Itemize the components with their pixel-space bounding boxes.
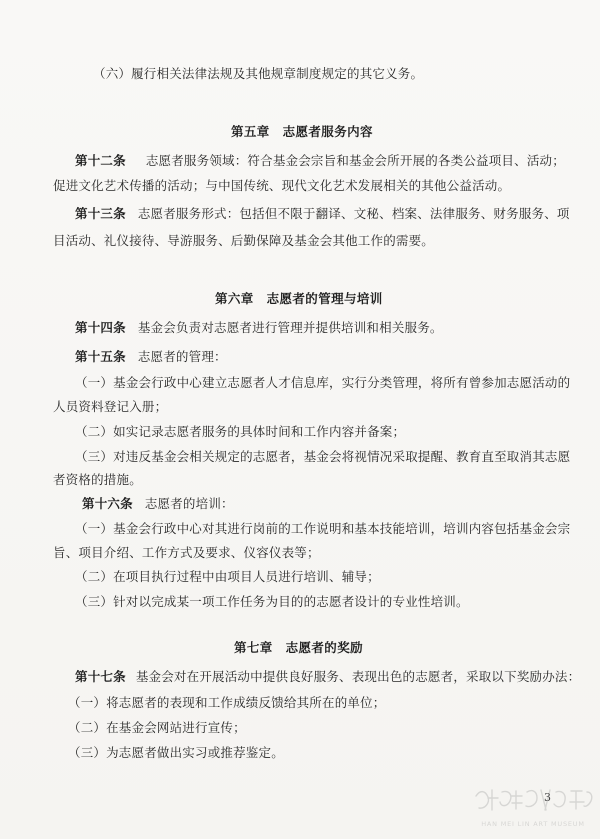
- article-13-line-1: [75, 206, 570, 222]
- article-15-item-1-line-2: 人员资料登记入册；: [53, 399, 168, 414]
- article-13-text-1: 志愿者服务形式：包括但不限于翻译、文秘、档案、法律服务、财务服务、项: [137, 206, 570, 221]
- chapter-6-heading: 第六章 志愿者的管理与培训: [215, 291, 383, 306]
- article-16-label: 第十六条: [82, 496, 133, 511]
- article-12-line-1: [75, 153, 565, 169]
- chapter-7-heading: 第七章 志愿者的奖励: [234, 640, 364, 655]
- article-17-item-1: （一）将志愿者的表现和工作成绩反馈给其所在的单位；: [68, 695, 386, 710]
- article-14-label: 第十四条: [75, 320, 126, 335]
- article-14-line: [75, 320, 443, 336]
- article-16-item-3: （三）针对以完成某一项工作任务为目的的志愿者设计的专业性培训。: [75, 594, 469, 609]
- article-16-line: [82, 496, 234, 512]
- article-15-item-2: （二）如实记录志愿者服务的具体时间和工作内容并备案；: [75, 424, 406, 439]
- article-17-text: 基金会对在开展活动中提供良好服务、表现出色的志愿者，采取以下奖励办法：: [135, 669, 581, 684]
- article-15-item-3-line-1: （三）对违反基金会相关规定的志愿者，基金会将视情况采取提醒、教育直至取消其志愿: [75, 449, 571, 464]
- article-13-label: 第十三条: [75, 206, 126, 221]
- article-15-label: 第十五条: [75, 349, 126, 364]
- article-12-line-2: 促进文化艺术传播的活动；与中国传统、现代文化艺术发展相关的其他公益活动。: [53, 178, 511, 193]
- article-17-item-3: （三）为志愿者做出实习或推荐鉴定。: [68, 745, 284, 760]
- article-12-text-1: 志愿者服务领域：符合基金会宗旨和基金会所开展的各类公益项目、活动；: [145, 153, 565, 168]
- museum-watermark: [470, 780, 596, 832]
- chapter-5-heading: 第五章 志愿者服务内容: [231, 124, 373, 139]
- article-17-item-2: （二）在基金会网站进行宣传；: [68, 720, 246, 735]
- article-15-text: 志愿者的管理：: [137, 349, 227, 364]
- article-13-line-2: 目活动、礼仪接待、导游服务、后勤保障及基金会其他工作的需要。: [53, 233, 435, 248]
- article-16-item-1-line-1: （一）基金会行政中心对其进行岗前的工作说明和基本技能培训，培训内容包括基金会宗: [75, 521, 571, 536]
- clause-6-line: （六）履行相关法律法规及其他规章制度规定的其它义务。: [93, 66, 424, 81]
- article-12-label: 第十二条: [75, 153, 126, 168]
- article-17-line: [75, 669, 580, 685]
- article-15-item-3-line-2: 者资格的措施。: [53, 472, 142, 487]
- article-16-text: 志愿者的培训：: [144, 496, 234, 511]
- article-15-line: [75, 349, 227, 365]
- page-number: 3: [544, 791, 551, 804]
- article-16-item-1-line-2: 旨、项目介绍、工作方式及要求、仪容仪表等；: [53, 545, 320, 560]
- watermark-subtitle: HAN MEI LIN ART MUSEUM: [481, 820, 585, 828]
- article-16-item-2: （二）在项目执行过程中由项目人员进行培训、辅导；: [75, 569, 380, 584]
- article-15-item-1-line-1: （一）基金会行政中心建立志愿者人才信息库，实行分类管理，将所有曾参加志愿活动的: [75, 375, 571, 390]
- article-14-text: 基金会负责对志愿者进行管理并提供培训和相关服务。: [137, 320, 443, 335]
- article-17-label: 第十七条: [75, 669, 126, 684]
